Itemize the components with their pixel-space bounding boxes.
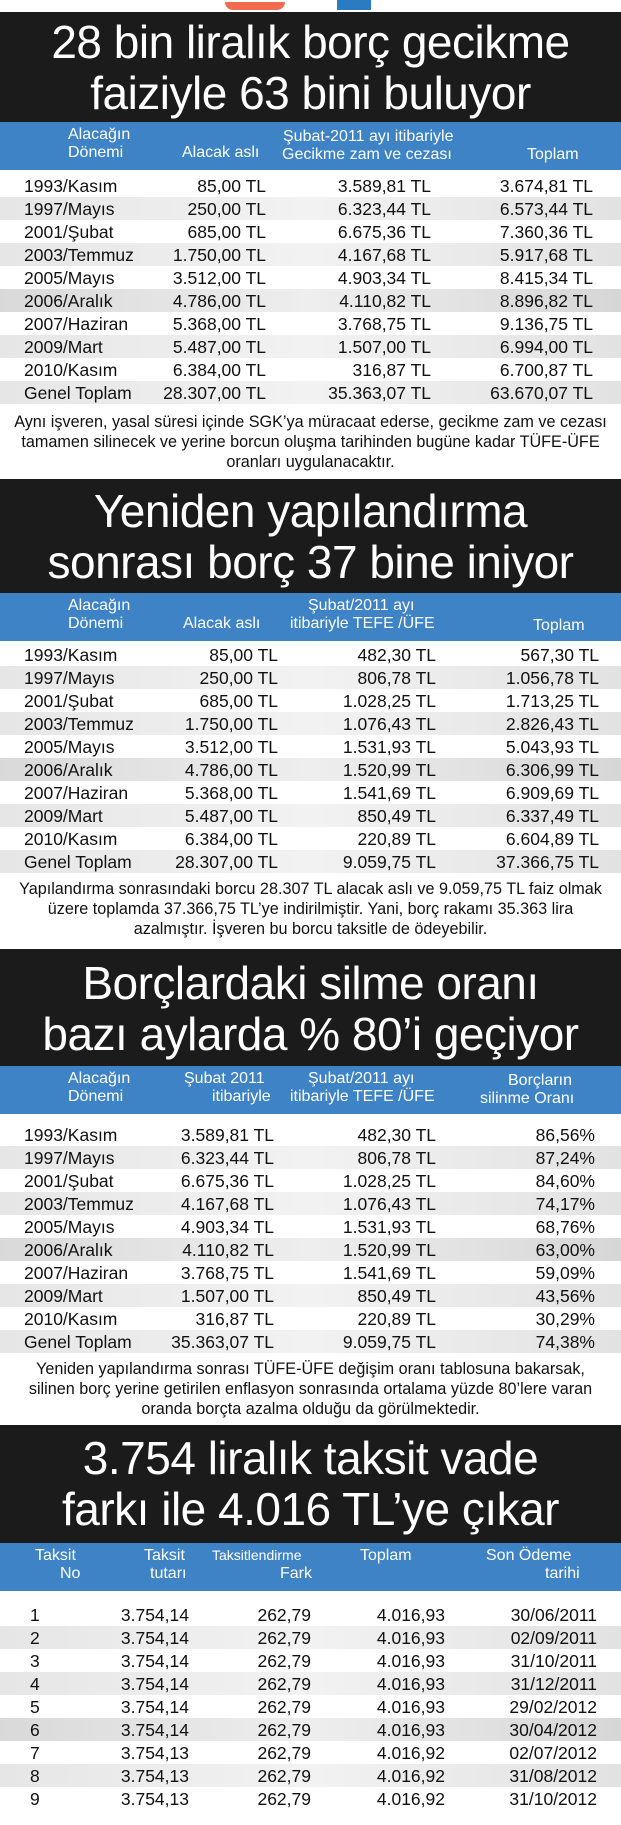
header-label: Toplam <box>527 146 579 163</box>
installment-row <box>0 1626 621 1649</box>
section1-note: Aynı işveren, yasal süresi içinde SGK’ya müracaat ederse, gecikme zam ve cezası tamamen silinecek ve yerine borcun oluşma tarihinden bugüne kadar TÜFE-ÜFE oranları uygulanacaktır. <box>14 413 607 471</box>
header-label: Alacağın <box>68 1070 131 1087</box>
table-cell: 262,79 <box>257 1697 311 1717</box>
table-cell: 262,79 <box>257 1651 311 1671</box>
table-cell: 74,17% <box>535 1194 595 1214</box>
header-label: itibariyle <box>212 1088 271 1105</box>
table-cell: 30,29% <box>535 1309 595 1329</box>
installment-row <box>0 1718 621 1741</box>
table-cell: 4.786,00 TL <box>184 760 278 780</box>
table-cell: 4.016,93 <box>376 1628 445 1648</box>
table-cell: 6.700,87 TL <box>499 360 593 380</box>
table-row <box>0 197 621 220</box>
table-cell: 6.604,89 TL <box>505 829 599 849</box>
table-row <box>0 358 621 381</box>
table-cell: 3.754,13 <box>120 1743 189 1763</box>
table-cell: 1.507,00 TL <box>180 1286 274 1306</box>
installment-row <box>0 1649 621 1672</box>
table-cell: 685,00 TL <box>199 691 278 711</box>
section2-headline <box>0 479 621 593</box>
table-cell: 2005/Mayıs <box>24 737 115 757</box>
table-row <box>0 827 621 850</box>
table-cell: 6.306,99 TL <box>505 760 599 780</box>
table-cell: 1997/Mayıs <box>24 199 115 219</box>
table-cell: 6.384,00 TL <box>184 829 278 849</box>
table-row <box>0 243 621 266</box>
table-cell: 31/10/2012 <box>509 1789 597 1809</box>
table-cell: 8 <box>30 1766 40 1786</box>
table-cell: 1.541,69 TL <box>342 1263 436 1283</box>
table-cell: 63,00% <box>535 1240 595 1260</box>
table-cell: 482,30 TL <box>357 1125 436 1145</box>
installment-row <box>0 1695 621 1718</box>
table-cell: 6.337,49 TL <box>505 806 599 826</box>
table-cell: 4.016,93 <box>376 1697 445 1717</box>
table-cell: 7.360,36 TL <box>499 222 593 242</box>
section3-table-body <box>0 1114 621 1353</box>
section3-note: Yeniden yapılandırma sonrası TÜFE-ÜFE değişim oranı tablosuna bakarsak, silinen borç yerine getirilen enflasyon sonrasında ortalama yüzde 80’lere varan oranda borçta azalma olduğu da görülmektedir. <box>28 1360 593 1418</box>
table-cell: 850,49 TL <box>357 806 436 826</box>
header-label: Son Ödeme <box>486 1547 572 1564</box>
header-label: Alacak aslı <box>183 615 261 632</box>
table-cell: 316,87 TL <box>195 1309 274 1329</box>
table-cell: 4.016,92 <box>376 1789 445 1809</box>
table-cell: 220,89 TL <box>357 829 436 849</box>
table-cell: 1.076,43 TL <box>342 714 436 734</box>
table-cell: 262,79 <box>257 1720 311 1740</box>
table-cell: 8.896,82 TL <box>499 291 593 311</box>
table-row <box>0 781 621 804</box>
table-cell: 4.903,34 TL <box>180 1217 274 1237</box>
table-cell: 2007/Haziran <box>24 314 129 334</box>
table-cell: 4.016,93 <box>376 1674 445 1694</box>
table-cell: 2010/Kasım <box>24 360 118 380</box>
header-label: Alacağın <box>68 597 131 614</box>
table-cell: 1997/Mayıs <box>24 668 115 688</box>
table-cell: 1.076,43 TL <box>342 1194 436 1214</box>
table-cell: 1.056,78 TL <box>505 668 599 688</box>
table-cell: 28.307,00 TL <box>163 383 266 403</box>
table-cell: 2001/Şubat <box>24 691 114 711</box>
table-cell: 2003/Temmuz <box>24 245 134 265</box>
table-cell: 85,00 TL <box>197 176 266 196</box>
table-row <box>0 1284 621 1307</box>
table-cell: 1997/Mayıs <box>24 1148 115 1168</box>
table-cell: 02/07/2012 <box>509 1743 597 1763</box>
table-row <box>0 758 621 781</box>
table-cell: 1 <box>30 1605 40 1625</box>
table-row <box>0 174 621 197</box>
table-cell: 5 <box>30 1697 40 1717</box>
header-label: silinme Oranı <box>480 1090 575 1107</box>
table-cell: 2001/Şubat <box>24 1171 114 1191</box>
section4-title-line1: 3.754 liralık taksit vade <box>82 1432 539 1484</box>
table-row <box>0 689 621 712</box>
table-cell: 1.520,99 TL <box>342 1240 436 1260</box>
table-cell: 3.512,00 TL <box>184 737 278 757</box>
table-cell: 8.415,34 TL <box>499 268 593 288</box>
table-cell: 6 <box>30 1720 40 1740</box>
table-cell: 6.994,00 TL <box>499 337 593 357</box>
table-cell: 1.531,93 TL <box>342 737 436 757</box>
section2-title-line1: Yeniden yapılandırma <box>93 485 528 537</box>
table-cell: 6.573,44 TL <box>499 199 593 219</box>
table-row <box>0 220 621 243</box>
installment-row <box>0 1603 621 1626</box>
header-label: Şubat 2011 <box>184 1070 265 1087</box>
table-cell: 2009/Mart <box>24 1286 103 1306</box>
table-cell: 3.754,14 <box>120 1674 189 1694</box>
table-row <box>0 1307 621 1330</box>
table-row <box>0 1215 621 1238</box>
table-row <box>0 666 621 689</box>
header-label: Borçların <box>508 1072 573 1089</box>
table-cell: 3.512,00 TL <box>172 268 266 288</box>
table-cell: 567,30 TL <box>520 645 599 665</box>
header-label: tarihi <box>545 1565 580 1582</box>
section3-table-header <box>0 1066 621 1114</box>
table-cell: 850,49 TL <box>357 1286 436 1306</box>
section1-title-line2: faiziyle 63 bini buluyor <box>90 67 531 119</box>
table-row <box>0 1330 621 1353</box>
section1-table-body <box>0 170 621 404</box>
table-cell: 806,78 TL <box>357 1148 436 1168</box>
table-cell: 31/08/2012 <box>509 1766 597 1786</box>
table-cell: 43,56% <box>535 1286 595 1306</box>
table-cell: 1.520,99 TL <box>342 760 436 780</box>
table-cell: 2003/Temmuz <box>24 1194 134 1214</box>
table-cell: 68,76% <box>535 1217 595 1237</box>
table-cell: 6.909,69 TL <box>505 783 599 803</box>
table-cell: 31/12/2011 <box>510 1674 597 1694</box>
table-cell: 35.363,07 TL <box>328 383 431 403</box>
header-label: Dönemi <box>68 1088 124 1105</box>
table-cell: Genel Toplam <box>24 383 132 403</box>
table-cell: Genel Toplam <box>24 1332 132 1352</box>
table-row <box>0 643 621 666</box>
table-cell: 30/06/2011 <box>510 1605 597 1625</box>
header-label: Dönemi <box>68 615 124 632</box>
table-row <box>0 1261 621 1284</box>
table-cell: 4.167,68 TL <box>337 245 431 265</box>
table-cell: 85,00 TL <box>209 645 278 665</box>
table-cell: 63.670,07 TL <box>490 383 593 403</box>
table-cell: 2006/Aralık <box>24 1240 113 1260</box>
table-cell: 6.384,00 TL <box>172 360 266 380</box>
table-cell: 6.675,36 TL <box>337 222 431 242</box>
table-cell: 3.674,81 TL <box>499 176 593 196</box>
section2-note: Yapılandırma sonrasındaki borcu 28.307 TL alacak aslı ve 9.059,75 TL faiz olmak üzere toplamda 37.366,75 TL’ye indirilmiştir. Yani, borç rakamı 35.363 lira azalmıştır. İşveren bu borcu taksitle de ödeyebilir. <box>19 880 602 938</box>
section4-title-line2: farkı ile 4.016 TL’ye çıkar <box>61 1483 559 1535</box>
table-cell: 35.363,07 TL <box>171 1332 274 1352</box>
table-cell: 2003/Temmuz <box>24 714 134 734</box>
table-row <box>0 712 621 735</box>
section1-title-line1: 28 bin liralık borç gecikme <box>51 16 570 68</box>
section4-table-body <box>0 1591 621 1810</box>
header-label: Şubat/2011 ayı <box>308 1070 415 1087</box>
table-cell: 2.826,43 TL <box>505 714 599 734</box>
table-cell: 1993/Kasım <box>24 645 118 665</box>
table-cell: 2007/Haziran <box>24 783 129 803</box>
header-label: itibariyle TEFE /ÜFE <box>290 615 435 632</box>
table-row <box>0 266 621 289</box>
table-cell: 3.768,75 TL <box>180 1263 274 1283</box>
table-cell: 1.507,00 TL <box>337 337 431 357</box>
table-row <box>0 850 621 873</box>
table-cell: 3 <box>30 1651 40 1671</box>
table-cell: 5.487,00 TL <box>172 337 266 357</box>
table-cell: 5.368,00 TL <box>172 314 266 334</box>
table-cell: 4.016,92 <box>376 1743 445 1763</box>
header-label: Toplam <box>360 1547 412 1564</box>
table-cell: 4.016,92 <box>376 1766 445 1786</box>
table-cell: 3.768,75 TL <box>337 314 431 334</box>
table-cell: Genel Toplam <box>24 852 132 872</box>
installment-row <box>0 1741 621 1764</box>
table-cell: 5.487,00 TL <box>184 806 278 826</box>
header-label: tutarı <box>150 1565 187 1582</box>
table-cell: 4.016,93 <box>376 1651 445 1671</box>
table-cell: 1.028,25 TL <box>342 691 436 711</box>
section2-table-body <box>0 641 621 873</box>
table-cell: 9.136,75 TL <box>499 314 593 334</box>
table-cell: 250,00 TL <box>187 199 266 219</box>
table-cell: 02/09/2011 <box>510 1628 597 1648</box>
header-label: Gecikme zam ve cezası <box>282 146 452 163</box>
section4-headline <box>0 1425 621 1543</box>
header-label: Fark <box>280 1565 312 1582</box>
table-row <box>0 1238 621 1261</box>
table-cell: 1.028,25 TL <box>342 1171 436 1191</box>
table-cell: 9.059,75 TL <box>342 852 436 872</box>
table-row <box>0 381 621 404</box>
table-cell: 262,79 <box>257 1605 311 1625</box>
installment-row <box>0 1764 621 1787</box>
table-cell: 1993/Kasım <box>24 1125 118 1145</box>
section2-table-header <box>0 593 621 641</box>
table-row <box>0 1192 621 1215</box>
header-label: Şubat-2011 ayı itibariyle <box>283 128 454 145</box>
table-cell: 9 <box>30 1789 40 1809</box>
table-row <box>0 804 621 827</box>
masthead-strip <box>0 0 621 12</box>
table-cell: 3.589,81 TL <box>337 176 431 196</box>
table-cell: 4.903,34 TL <box>337 268 431 288</box>
installment-row <box>0 1672 621 1695</box>
table-cell: 262,79 <box>257 1743 311 1763</box>
table-cell: 4.786,00 TL <box>172 291 266 311</box>
installment-row <box>0 1787 621 1810</box>
logo-icon <box>225 0 375 10</box>
table-cell: 9.059,75 TL <box>342 1332 436 1352</box>
header-label: Şubat/2011 ayı <box>308 597 415 614</box>
section3-headline <box>0 949 621 1066</box>
table-cell: 482,30 TL <box>357 645 436 665</box>
table-cell: 2006/Aralık <box>24 760 113 780</box>
table-cell: 3.754,13 <box>120 1789 189 1809</box>
table-cell: 250,00 TL <box>199 668 278 688</box>
table-cell: 1993/Kasım <box>24 176 118 196</box>
table-cell: 4.167,68 TL <box>180 1194 274 1214</box>
table-cell: 28.307,00 TL <box>175 852 278 872</box>
table-cell: 3.754,13 <box>120 1766 189 1786</box>
table-cell: 262,79 <box>257 1628 311 1648</box>
table-cell: 806,78 TL <box>357 668 436 688</box>
table-cell: 7 <box>30 1743 40 1763</box>
table-cell: 4.110,82 TL <box>339 291 431 311</box>
table-cell: 2009/Mart <box>24 337 103 357</box>
table-cell: 3.754,14 <box>120 1651 189 1671</box>
table-cell: 84,60% <box>535 1171 595 1191</box>
table-cell: 6.323,44 TL <box>337 199 431 219</box>
table-cell: 220,89 TL <box>357 1309 436 1329</box>
table-row <box>0 735 621 758</box>
table-cell: 3.754,14 <box>120 1628 189 1648</box>
table-cell: 2010/Kasım <box>24 1309 118 1329</box>
table-cell: 3.754,14 <box>120 1720 189 1740</box>
table-cell: 5.368,00 TL <box>184 783 278 803</box>
table-cell: 87,24% <box>535 1148 595 1168</box>
table-cell: 1.750,00 TL <box>184 714 278 734</box>
table-cell: 2009/Mart <box>24 806 103 826</box>
table-cell: 1.713,25 TL <box>505 691 599 711</box>
table-cell: 2 <box>30 1628 40 1648</box>
table-cell: 2006/Aralık <box>24 291 113 311</box>
section4-table-header <box>0 1543 621 1591</box>
table-cell: 2007/Haziran <box>24 1263 129 1283</box>
table-cell: 6.675,36 TL <box>180 1171 274 1191</box>
header-label: Taksitlendirme <box>212 1547 302 1563</box>
table-cell: 29/02/2012 <box>509 1697 597 1717</box>
table-row <box>0 335 621 358</box>
table-cell: 2001/Şubat <box>24 222 114 242</box>
header-label: Alacağın <box>68 126 131 143</box>
table-cell: 59,09% <box>535 1263 595 1283</box>
header-label: Taksit <box>35 1547 76 1564</box>
table-cell: 262,79 <box>257 1766 311 1786</box>
table-cell: 4.016,93 <box>376 1720 445 1740</box>
table-cell: 316,87 TL <box>352 360 431 380</box>
table-cell: 86,56% <box>535 1125 595 1145</box>
table-cell: 6.323,44 TL <box>180 1148 274 1168</box>
table-cell: 2005/Mayıs <box>24 268 115 288</box>
table-cell: 685,00 TL <box>187 222 266 242</box>
table-cell: 3.589,81 TL <box>180 1125 274 1145</box>
table-cell: 4.016,93 <box>376 1605 445 1625</box>
table-cell: 74,38% <box>535 1332 595 1352</box>
table-row <box>0 1123 621 1146</box>
table-row <box>0 289 621 312</box>
header-label: Toplam <box>533 617 585 634</box>
table-cell: 262,79 <box>257 1674 311 1694</box>
table-row <box>0 312 621 335</box>
table-cell: 5.043,93 TL <box>505 737 599 757</box>
table-row <box>0 1146 621 1169</box>
table-cell: 262,79 <box>257 1789 311 1809</box>
table-cell: 3.754,14 <box>120 1697 189 1717</box>
table-cell: 2010/Kasım <box>24 829 118 849</box>
table-cell: 31/10/2011 <box>510 1651 597 1671</box>
table-cell: 5.917,68 TL <box>499 245 593 265</box>
table-cell: 4 <box>30 1674 40 1694</box>
section3-title-line1: Borçlardaki silme oranı <box>82 957 539 1009</box>
table-cell: 1.541,69 TL <box>342 783 436 803</box>
section1-headline <box>0 12 621 122</box>
table-cell: 2005/Mayıs <box>24 1217 115 1237</box>
table-cell: 37.366,75 TL <box>496 852 599 872</box>
table-cell: 1.531,93 TL <box>342 1217 436 1237</box>
header-label: itibariyle TEFE /ÜFE <box>290 1088 435 1105</box>
header-label: Dönemi <box>68 144 124 161</box>
section2-title-line2: sonrası borç 37 bine iniyor <box>47 536 574 588</box>
header-label: Taksit <box>144 1547 185 1564</box>
table-cell: 4.110,82 TL <box>182 1240 274 1260</box>
table-cell: 1.750,00 TL <box>172 245 266 265</box>
section1-table-header <box>0 122 621 170</box>
table-cell: 3.754,14 <box>120 1605 189 1625</box>
table-row <box>0 1169 621 1192</box>
header-label: No <box>60 1565 81 1582</box>
header-label: Alacak aslı <box>182 144 260 161</box>
section3-title-line2: bazı aylarda % 80’i geçiyor <box>42 1008 579 1060</box>
table-cell: 30/04/2012 <box>509 1720 597 1740</box>
